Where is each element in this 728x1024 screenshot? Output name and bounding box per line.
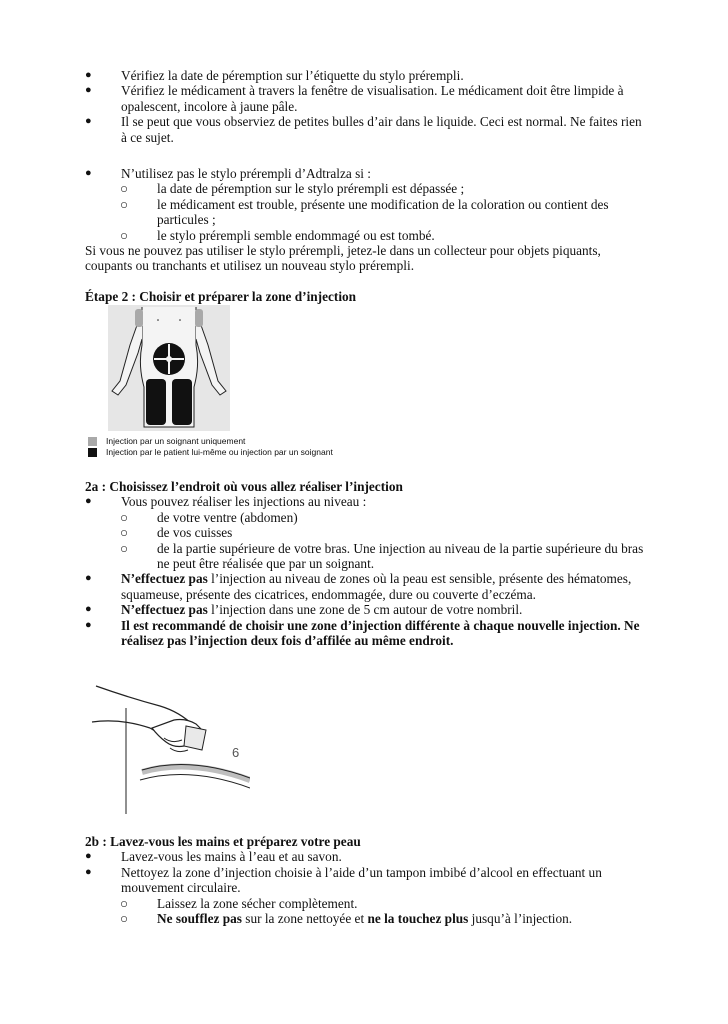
intro-bullet-list bbox=[0, 68, 728, 145]
step2-heading: Étape 2 : Choisir et préparer la zone d’injection bbox=[85, 289, 357, 304]
list-item: ● N’effectuez pas l’injection dans une zone de 5 cm autour de votre nombril. bbox=[85, 602, 523, 618]
bullet-icon: ● bbox=[85, 84, 92, 97]
section-2a bbox=[0, 479, 728, 648]
sub-list-item: ○ de votre ventre (abdomen) bbox=[120, 509, 298, 525]
circle-bullet-icon: ○ bbox=[120, 525, 129, 541]
list-item: ● Il est recommandé de choisir une zone d’injection différente à chaque nouvelle injection. Ne réalisez pas l’injection deux fois d’affilée au même endroit. bbox=[85, 617, 640, 649]
do-not-use-section bbox=[0, 166, 728, 274]
sub-list-item: ○ le stylo prérempli semble endommagé ou est tombé. bbox=[120, 227, 435, 243]
bullet-icon: ● bbox=[85, 572, 92, 585]
sub-list-item: ○ Ne soufflez pas sur la zone nettoyée et ne la touchez plus jusqu’à l’injection. bbox=[120, 911, 573, 927]
circle-bullet-icon: ○ bbox=[120, 181, 129, 197]
list-item: ● Vérifiez la date de péremption sur l’étiquette du stylo prérempli. bbox=[85, 68, 464, 83]
bullet-icon: ● bbox=[85, 69, 92, 81]
list-item: ● Vérifiez le médicament à travers la fenêtre de visualisation. Le médicament doit être limpide à opalescent, incolore à jaune pâle. bbox=[85, 83, 624, 114]
bullet-icon: ● bbox=[85, 115, 92, 128]
figure-number: 6 bbox=[232, 745, 240, 760]
list-item: ● N’utilisez pas le stylo prérempli d’Adtralza si : bbox=[85, 166, 371, 181]
grey-square-icon bbox=[88, 437, 97, 446]
sub-list-item: ○ de la partie supérieure de votre bras. Une injection au niveau de la partie supérieure du bras ne peut être réalisée que par un soignant. bbox=[120, 540, 644, 572]
section-2a-heading: 2a : Choisissez l’endroit où vous allez réaliser l’injection bbox=[85, 479, 403, 494]
black-square-icon bbox=[88, 448, 97, 457]
circle-bullet-icon: ○ bbox=[120, 509, 129, 525]
bullet-icon: ● bbox=[85, 850, 92, 863]
sub-list-item: ○ Laissez la zone sécher complètement. bbox=[120, 895, 358, 911]
list-item: ● Nettoyez la zone d’injection choisie à l’aide d’un tampon imbibé d’alcool en effectuant un mouvement circulaire. bbox=[85, 864, 602, 896]
hand-skin-illustration bbox=[90, 668, 250, 816]
section-2b bbox=[0, 834, 728, 926]
sub-list-item: ○ la date de péremption sur le stylo prérempli est dépassée ; bbox=[120, 181, 465, 197]
injection-sites-body-figure bbox=[108, 305, 230, 431]
list-item: ● Il se peut que vous observiez de petites bulles d’air dans le liquide. Ceci est normal. Ne faites rien à ce sujet. bbox=[85, 114, 642, 145]
document-page: ● Vérifiez la date de péremption sur l’étiquette du stylo prérempli. ● Vérifiez le médicament à travers la fenêtre de visualisation. Le médicament doit être limpide à opalescent, incolore à jaune pâle. ● Il se peut que vous observiez de petites bulles d’air dans le liquide. Ceci est normal. Ne faites rien à ce sujet. ● N’utilisez pas le stylo prérempli d’Adtralza si : ○ la date de péremption sur le stylo prérempli est dépassée ; ○ le médicament est trouble, présente une modification de la coloration ou contient des particules ; ○ le stylo prérempli semble endommagé ou est tombé. Si vous ne pouvez pas utiliser le stylo prérempli, jetez-le dans un collecteur pour objets piquants, coupants ou tranchants et utilisez un nouveau stylo prérempli. Étape 2 : Choisir et préparer la zone d’injection Injection par un soignant uniquement Injection par le patient lui-même ou injection par un soignant 2a : Choisissez l’endroit où vous allez réaliser l’injection ● Vous pouvez réaliser les injections au niveau : ○ de votre ventre (abdomen) ○ de vos cuisses ○ de la partie supérieure de votre bras. Une injection au niveau de la partie supérieure du bras ne peut être réalisée que par un soignant. ● N’effectuez pas l’injection au niveau de zones où la peau est sensible, présente des hématomes, squameuse, présente des cicatrices, endommagée, dure ou couverte d’eczéma. ● N’effectuez pas l’injection dans une zone de 5 cm autour de votre nombril. ● Il est recommandé de choisir une zone d’injection différente à chaque nouvelle injection. Ne réalisez pas l’injection deux fois d’affilée au même endroit. 6 2b : Lavez-vous les mains et préparez votre peau ● Lavez-vous les mains à l’eau et au savon. ● Nettoyez la zone d’injection choisie à l’aide d’un tampon imbibé d’alcool en effectuant un mouvement circulaire. ○ Laissez la zone sécher complètement. ○ Ne soufflez pas sur la zone nettoyée et ne la touchez plus jusqu’à l’injection. bbox=[0, 0, 728, 1024]
circle-bullet-icon: ○ bbox=[120, 540, 129, 556]
bullet-icon: ● bbox=[85, 865, 92, 878]
list-item: ● Lavez-vous les mains à l’eau et au savon. bbox=[85, 849, 342, 865]
sub-list-item: ○ le médicament est trouble, présente une modification de la coloration ou contient des particules ; bbox=[120, 196, 609, 228]
section-2b-heading: 2b : Lavez-vous les mains et préparez votre peau bbox=[85, 834, 361, 849]
bullet-icon: ● bbox=[85, 618, 92, 631]
circle-bullet-icon: ○ bbox=[120, 911, 129, 927]
bullet-icon: ● bbox=[85, 495, 92, 508]
bullet-icon: ● bbox=[85, 603, 92, 616]
discard-instruction: Si vous ne pouvez pas utiliser le stylo prérempli, jetez-le dans un collecteur pour objets piquants, coupants ou tranchants et utilisez un nouveau stylo prérempli. bbox=[85, 243, 601, 274]
bullet-icon: ● bbox=[85, 167, 92, 179]
list-item: ● Vous pouvez réaliser les injections au niveau : bbox=[85, 494, 367, 510]
circle-bullet-icon: ○ bbox=[120, 895, 129, 911]
circle-bullet-icon: ○ bbox=[120, 196, 129, 212]
sub-list-item: ○ de vos cuisses bbox=[120, 525, 233, 541]
list-item: ● N’effectuez pas l’injection au niveau de zones où la peau est sensible, présente des hématomes, squameuse, présente des cicatrices, endommagée, dure ou couverte d’eczéma. bbox=[85, 571, 632, 602]
circle-bullet-icon: ○ bbox=[120, 227, 129, 243]
